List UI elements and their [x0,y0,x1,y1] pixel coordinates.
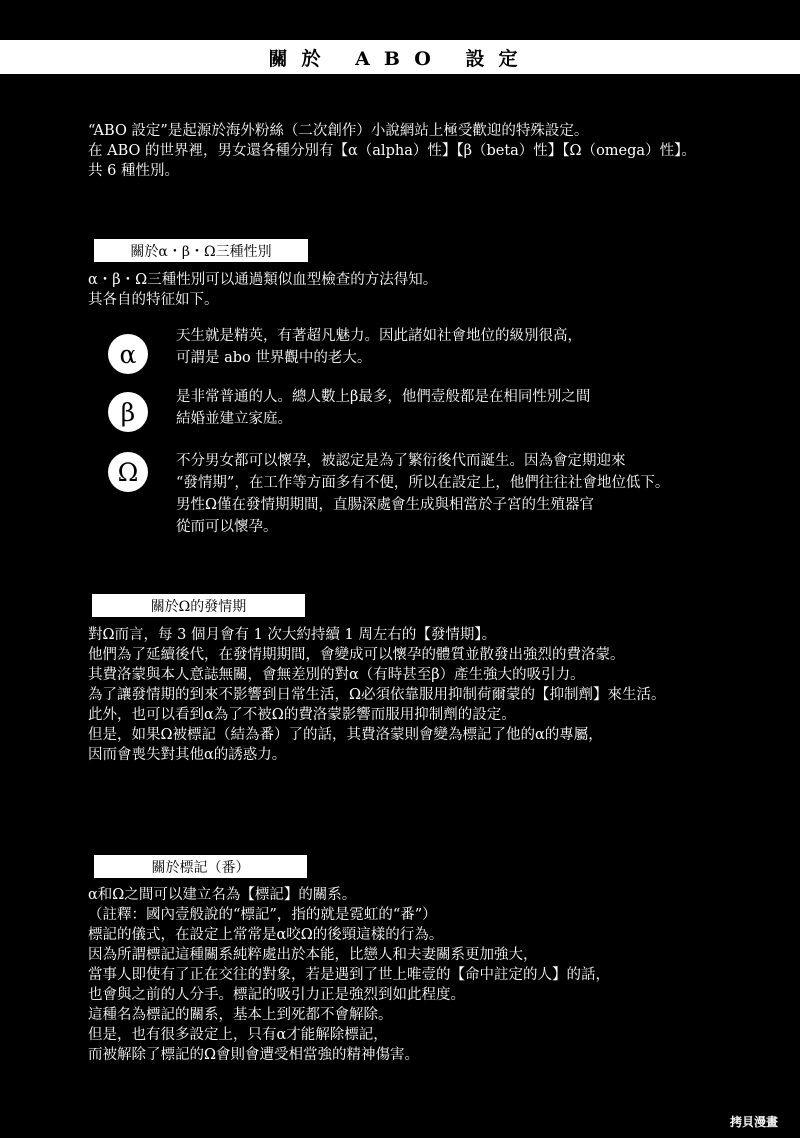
text-line: 但是，如果Ω被標記（結為番）了的話，其費洛蒙則會變為標記了他的α的專屬， [88,727,603,743]
text-line: α・β・Ω三種性別可以通過類似血型檢查的方法得知。 [88,272,438,288]
intro-paragraph [88,121,696,181]
text-line: 不分男女都可以懷孕，被認定是為了繁衍後代而誕生。因為會定期迎來 [176,453,626,469]
section-title-mark [94,855,307,878]
text-line: 天生就是精英，有著超凡魅力。因此諸如社會地位的級別很高， [176,328,582,344]
text-line: 其費洛蒙與本人意誌無關，會無差別的對α（有時甚至β）產生強大的吸引力。 [88,667,585,683]
section-title-text: 關於標記（番） [151,859,250,876]
text-line: “ABO 設定”是起源於海外粉絲（二次創作）小說網站上極受歡迎的特殊設定。 [88,123,589,139]
text-line: 因而會喪失對其他α的誘惑力。 [88,747,287,763]
section-title-text: 關於α・β・Ω三種性別 [130,243,272,260]
watermark: 拷貝漫畫 [729,1115,778,1129]
text-line: 可謂是 abo 世界觀中的老大。 [176,350,372,366]
text-line: “發情期”，在工作等方面多有不便，所以在設定上，他們往往社會地位低下。 [176,475,670,491]
section-title-text: 關於Ω的發情期 [150,598,247,615]
text-line: 男性Ω僅在發情期期間，直腸深處會生成與相當於子宮的生殖器官 [176,497,595,513]
page-header [0,40,800,74]
text-line: 也會與之前的人分手。標記的吸引力正是強烈到如此程度。 [88,987,465,1003]
genders-paragraph [88,270,437,310]
text-line: 對Ω而言，每 3 個月會有 1 次大約持續 1 周左右的【發情期】。 [88,627,497,643]
text-line: 為了讓發情期的到來不影響到日常生活，Ω必須依靠服用抑制荷爾蒙的【抑制劑】來生活。 [88,687,666,703]
text-line: 共 6 種性別。 [88,163,179,179]
text-line: 標記的儀式，在設定上常常是α咬Ω的後頸這樣的行為。 [88,927,444,943]
alpha-symbol-icon: α [108,334,148,374]
text-line: 因為所謂標記這種關系純粹處出於本能，比戀人和夫妻關系更加強大， [88,947,538,963]
trait-description [176,325,582,369]
section-title-genders [94,239,308,262]
text-line: 他們為了延續後代，在發情期期間，會變成可以懷孕的體質並散發出強烈的費洛蒙。 [88,647,625,663]
trait-description [176,386,590,430]
text-line: 但是，也有很多設定上，只有α才能解除標記， [88,1027,388,1043]
trait-description [176,450,669,538]
text-line: 這種名為標記的關系，基本上到死都不會解除。 [88,1007,393,1023]
text-line: 從而可以懷孕。 [176,519,278,535]
text-line: 結婚並建立家庭。 [176,411,292,427]
mark-paragraph [88,885,610,1065]
text-line: 當事人即使有了正在交往的對象，若是遇到了世上唯壹的【命中註定的人】的話， [88,967,610,983]
section-title-heat [92,594,305,617]
beta-symbol-icon: β [108,392,148,432]
text-line: 在 ABO 的世界裡，男女還各種分別有【α（alpha）性】【β（beta）性】【Ω（omega）性】。 [88,143,696,159]
text-line: 是非常普通的人。總人數上β最多，他們壹般都是在相同性別之間 [176,389,591,405]
page-title: 關於 ABO 設定 [268,47,532,70]
omega-symbol-icon: Ω [108,452,148,492]
heat-paragraph [88,625,666,765]
text-line: α和Ω之間可以建立名為【標記】的關系。 [88,887,357,903]
text-line: 而被解除了標記的Ω會則會遭受相當強的精神傷害。 [88,1047,420,1063]
text-line: 此外，也可以看到α為了不被Ω的費洛蒙影響而服用抑制劑的設定。 [88,707,516,723]
text-line: 其各自的特征如下。 [88,292,219,308]
text-line: （註釋：國內壹般說的“標記”，指的就是霓虹的“番”） [88,907,437,923]
